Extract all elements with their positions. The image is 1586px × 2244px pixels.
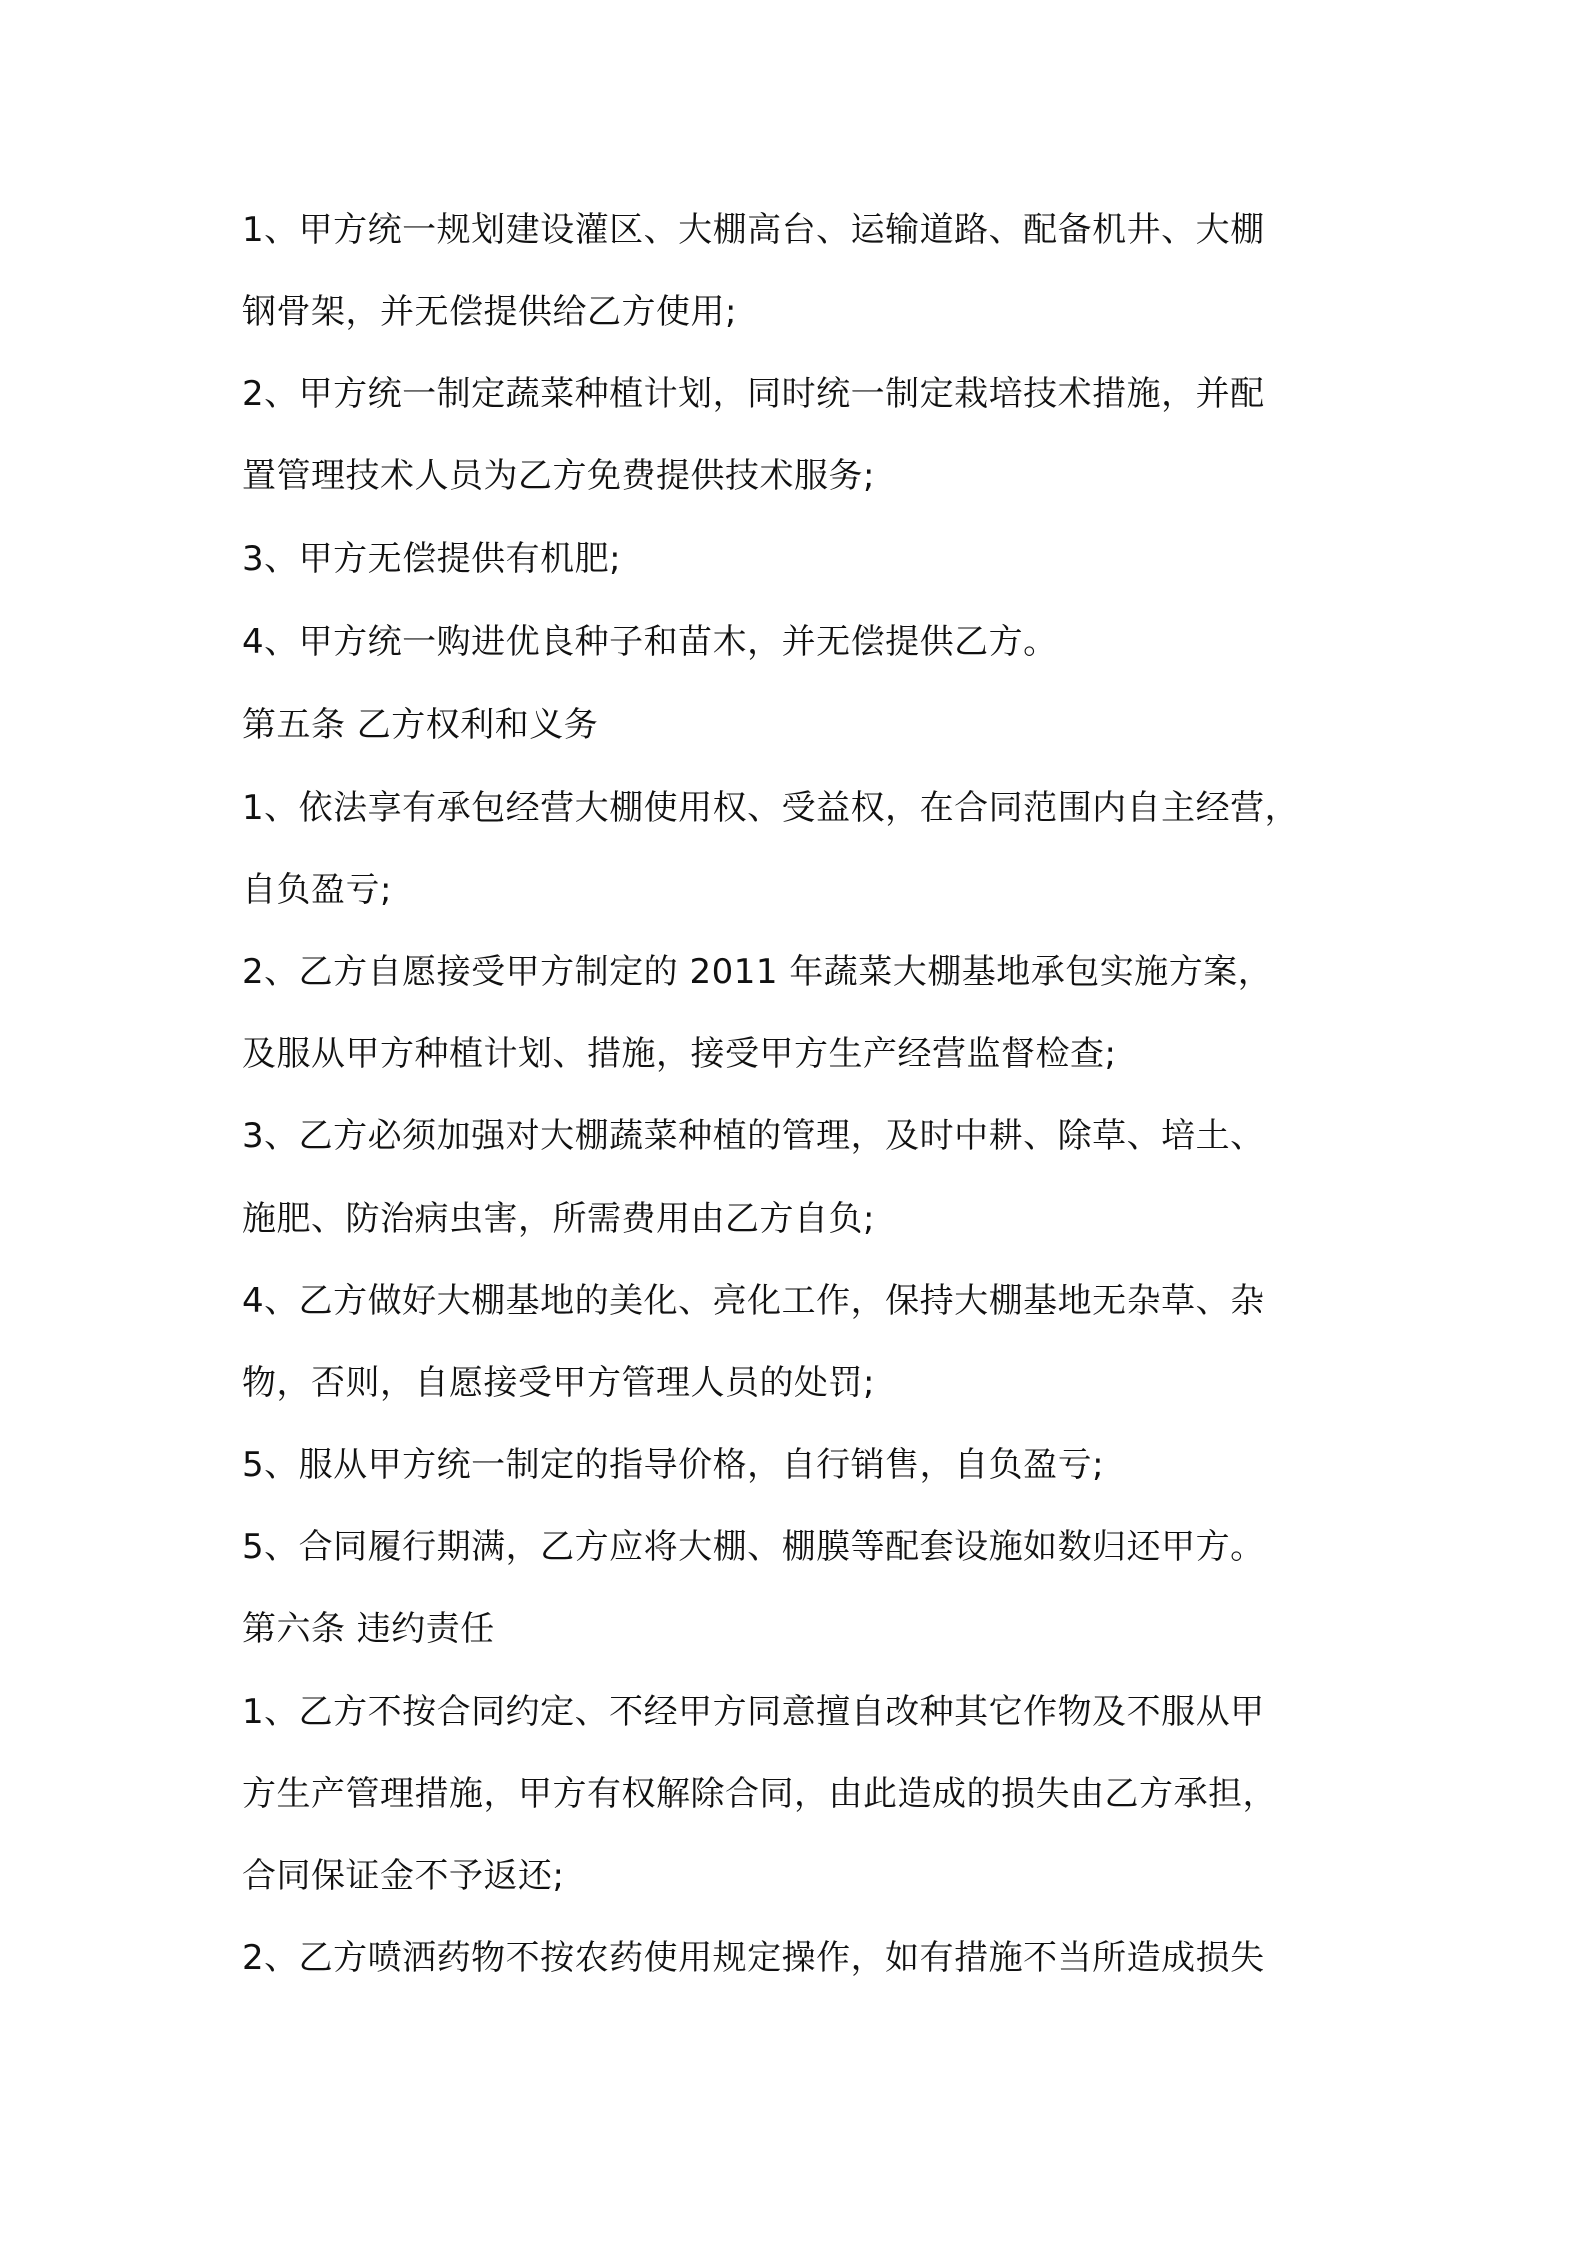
clause-line: 5、合同履行期满，乙方应将大棚、棚膜等配套设施如数归还甲方。 [242,1527,1265,1567]
section-heading: 第六条 违约责任 [242,1609,495,1649]
clause-line: 3、乙方必须加强对大棚蔬菜种植的管理，及时中耕、除草、培土、 [242,1116,1265,1156]
clause-line: 施肥、防治病虫害，所需费用由乙方自负; [242,1199,875,1239]
clause-line: 1、甲方统一规划建设灌区、大棚高台、运输道路、配备机井、大棚 [242,210,1265,250]
clause-line: 2、乙方喷洒药物不按农药使用规定操作，如有措施不当所造成损失 [242,1938,1265,1978]
clause-line: 3、甲方无偿提供有机肥; [242,539,622,579]
clause-line: 及服从甲方种植计划、措施，接受甲方生产经营监督检查; [242,1034,1117,1074]
clause-line: 4、甲方统一购进优良种子和苗木，并无偿提供乙方。 [242,622,1058,662]
clause-line: 方生产管理措施，甲方有权解除合同，由此造成的损失由乙方承担， [242,1774,1277,1814]
clause-line: 5、服从甲方统一制定的指导价格，自行销售，自负盈亏; [242,1445,1105,1485]
clause-line: 1、乙方不按合同约定、不经甲方同意擅自改种其它作物及不服从甲 [242,1692,1265,1732]
clause-line: 2、甲方统一制定蔬菜种植计划，同时统一制定栽培技术措施，并配 [242,374,1265,414]
clause-line: 1、依法享有承包经营大棚使用权、受益权，在合同范围内自主经营， [242,788,1300,828]
clause-line: 置管理技术人员为乙方免费提供技术服务; [242,456,875,496]
clause-line: 合同保证金不予返还; [242,1856,565,1896]
clause-line: 4、乙方做好大棚基地的美化、亮化工作，保持大棚基地无杂草、杂 [242,1281,1265,1321]
clause-line: 钢骨架，并无偿提供给乙方使用; [242,292,737,332]
clause-line: 2、乙方自愿接受甲方制定的 2011 年蔬菜大棚基地承包实施方案， [242,952,1273,992]
section-heading: 第五条 乙方权利和义务 [242,705,599,745]
clause-line: 自负盈亏; [242,870,392,910]
clause-line: 物，否则，自愿接受甲方管理人员的处罚; [242,1363,875,1403]
